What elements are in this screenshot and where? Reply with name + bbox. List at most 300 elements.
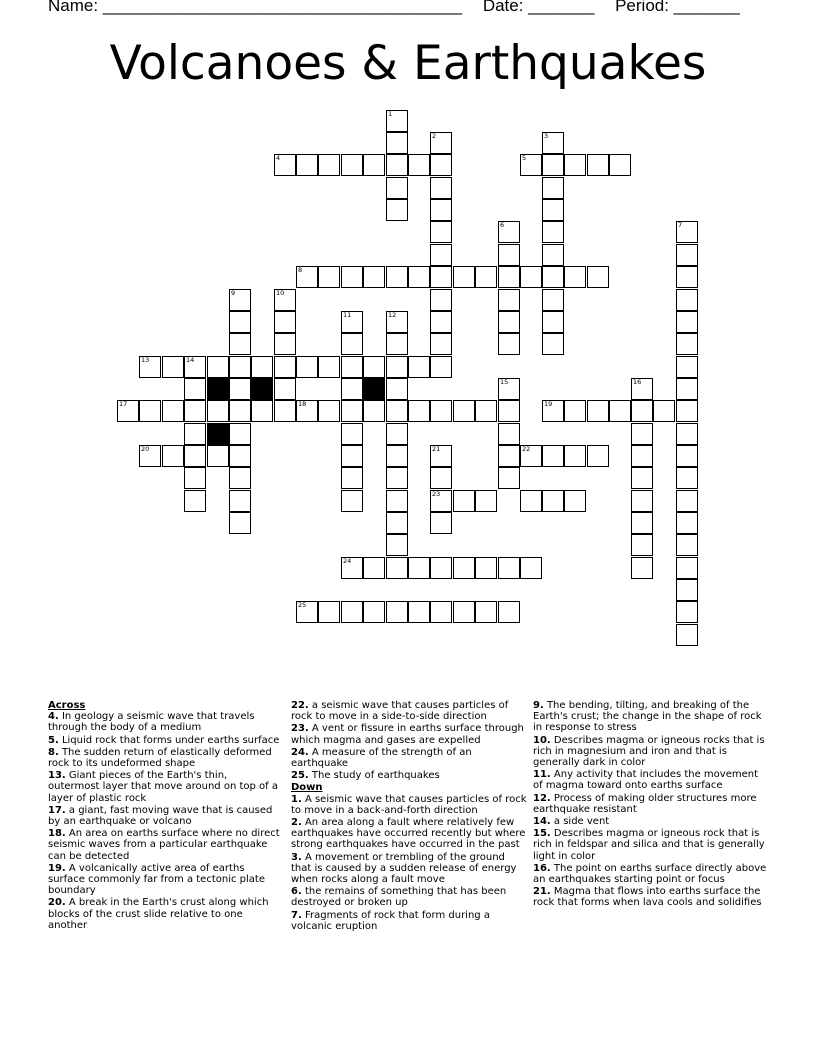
crossword-cell[interactable]	[363, 557, 385, 579]
crossword-cell[interactable]	[475, 400, 497, 422]
clue-text: Fragments of rock that form during a volcanic eruption	[291, 909, 490, 932]
cell-number: 22	[522, 445, 531, 453]
clue-number: 13.	[48, 770, 66, 782]
clue-item	[291, 852, 527, 886]
clue-item	[291, 747, 527, 769]
clue-text: Any activity that includes the movement of magma toward onto earths surface	[533, 769, 758, 792]
crossword-cell[interactable]	[229, 356, 251, 378]
crossword-cell[interactable]	[520, 557, 542, 579]
crossword-cell[interactable]	[139, 400, 161, 422]
crossword-cell[interactable]	[676, 244, 698, 266]
clue-text: The point on earths surface directly above an earthquakes starting point or focus	[533, 862, 767, 886]
clue-text: A volcanically active area of earths surface commonly far from a tectonic plate boundary	[48, 862, 265, 897]
cell-number: 5	[522, 154, 527, 162]
crossword-cell[interactable]	[542, 221, 564, 243]
clue-number: 15.	[533, 828, 551, 840]
crossword-cell[interactable]	[363, 266, 385, 288]
crossword-cell[interactable]	[207, 400, 229, 422]
crossword-cell[interactable]	[676, 378, 698, 400]
crossword-cell[interactable]	[676, 624, 698, 646]
crossword-cell[interactable]	[430, 199, 452, 221]
clue-number: 17.	[48, 804, 66, 816]
crossword-cell[interactable]	[631, 445, 653, 467]
clue-number: 4.	[48, 711, 59, 723]
crossword-cell[interactable]	[542, 199, 564, 221]
clue-item	[48, 747, 280, 769]
crossword-cell[interactable]	[676, 557, 698, 579]
clue-text: Magma that flows into earths surface the rock that forms when lava cools and solidifies	[533, 886, 762, 909]
cell-number: 21	[432, 445, 441, 453]
crossword-cell[interactable]	[498, 333, 520, 355]
crossword-cell[interactable]	[430, 132, 452, 154]
crossword-cell[interactable]	[453, 400, 475, 422]
crossword-cell[interactable]	[386, 467, 408, 489]
crossword-cell[interactable]	[386, 445, 408, 467]
crossword-cell[interactable]	[386, 356, 408, 378]
clue-item	[48, 897, 280, 931]
clue-item	[48, 805, 280, 827]
crossword-cell[interactable]	[520, 154, 542, 176]
clue-text: In geology a seismic wave that travels through the body of a medium	[48, 711, 255, 734]
clue-number: 8.	[48, 746, 59, 758]
crossword-cell[interactable]	[430, 311, 452, 333]
crossword-cell[interactable]	[162, 400, 184, 422]
crossword-cell[interactable]	[542, 400, 564, 422]
crossword-cell[interactable]	[341, 467, 363, 489]
clue-text: Giant pieces of the Earth's thin, outermost layer that move around on top of a layer of plastic rock	[48, 770, 278, 804]
crossword-cell[interactable]	[631, 534, 653, 556]
clue-number: 6.	[291, 886, 302, 898]
crossword-cell[interactable]	[229, 378, 251, 400]
cell-number: 4	[276, 154, 281, 162]
clue-number: 22.	[291, 700, 309, 711]
clue-number: 11.	[533, 769, 551, 781]
crossword-cell[interactable]	[609, 154, 631, 176]
clue-text: a side vent	[553, 816, 610, 828]
clue-text: An area on earths surface where no direct seismic waves from a particular earthquake can be detected	[48, 828, 280, 862]
crossword-cell[interactable]	[408, 557, 430, 579]
name-field[interactable]: Name: ______________________________________	[48, 0, 463, 15]
crossword-cell[interactable]	[542, 132, 564, 154]
page-title: Volcanoes & Earthquakes	[109, 36, 707, 91]
crossword-cell[interactable]	[363, 601, 385, 623]
crossword-cell[interactable]	[274, 400, 296, 422]
crossword-cell[interactable]	[386, 110, 408, 132]
crossword-cell[interactable]	[542, 490, 564, 512]
crossword-cell[interactable]	[453, 490, 475, 512]
clue-text: A break in the Earth's crust along which blocks of the crust slide relative to one another	[48, 897, 269, 931]
clue-number: 14.	[533, 816, 551, 828]
crossword-cell[interactable]	[564, 400, 586, 422]
crossword-cell[interactable]	[676, 534, 698, 556]
crossword-cell[interactable]	[430, 266, 452, 288]
crossword-cell[interactable]	[587, 154, 609, 176]
crossword-cell[interactable]	[498, 400, 520, 422]
cell-number: 23	[432, 490, 441, 498]
cell-number: 9	[231, 289, 236, 297]
blocked-cell	[207, 423, 229, 445]
clue-text: A movement or trembling of the ground that is caused by a sudden release of energy when rocks along a fault move	[291, 851, 517, 886]
cell-number: 17	[119, 400, 128, 408]
clues-column-3	[533, 700, 767, 910]
crossword-cell[interactable]	[564, 154, 586, 176]
crossword-cell[interactable]	[341, 378, 363, 400]
crossword-cell[interactable]	[430, 601, 452, 623]
crossword-cell[interactable]	[408, 266, 430, 288]
crossword-cell[interactable]	[229, 333, 251, 355]
crossword-cell[interactable]	[430, 154, 452, 176]
crossword-cell[interactable]	[341, 400, 363, 422]
clue-text: a seismic wave that causes particles of rock to move in a side-to-side direction	[291, 700, 509, 723]
crossword-cell[interactable]	[498, 311, 520, 333]
clue-text: Describes magma or igneous rocks that is rich in magnesium and iron and that is generally dark in color	[533, 734, 765, 769]
crossword-cell[interactable]	[341, 266, 363, 288]
crossword-cell[interactable]	[184, 467, 206, 489]
cell-number: 11	[343, 311, 352, 319]
clue-item	[291, 817, 527, 851]
crossword-cell[interactable]	[318, 400, 340, 422]
crossword-cell[interactable]	[296, 601, 318, 623]
clue-item	[533, 735, 767, 769]
clue-text: Process of making older structures more earthquake resistant	[533, 792, 757, 815]
crossword-cell[interactable]	[296, 400, 318, 422]
crossword-cell[interactable]	[318, 266, 340, 288]
crossword-cell[interactable]	[386, 512, 408, 534]
clue-number: 20.	[48, 897, 66, 909]
crossword-cell[interactable]	[207, 356, 229, 378]
crossword-cell[interactable]	[430, 289, 452, 311]
cell-number: 6	[500, 221, 505, 229]
crossword-cell[interactable]	[542, 266, 564, 288]
cell-number: 10	[276, 289, 285, 297]
crossword-cell[interactable]	[184, 378, 206, 400]
crossword-cell[interactable]	[430, 445, 452, 467]
crossword-cell[interactable]	[296, 266, 318, 288]
clue-number: 21.	[533, 886, 551, 898]
crossword-cell[interactable]	[587, 445, 609, 467]
crossword-cell[interactable]	[274, 356, 296, 378]
crossword-cell[interactable]	[542, 244, 564, 266]
clue-item	[533, 816, 767, 827]
crossword-cell[interactable]	[274, 333, 296, 355]
clue-number: 16.	[533, 862, 551, 874]
crossword-cell[interactable]	[542, 177, 564, 199]
crossword-cell[interactable]	[408, 601, 430, 623]
crossword-cell[interactable]	[274, 378, 296, 400]
clue-number: 25.	[291, 770, 309, 782]
crossword-cell[interactable]	[229, 467, 251, 489]
clues-column-2	[291, 700, 527, 933]
crossword-cell[interactable]	[498, 266, 520, 288]
crossword-cell[interactable]	[676, 400, 698, 422]
crossword-cell[interactable]	[542, 445, 564, 467]
crossword-cell[interactable]	[542, 333, 564, 355]
crossword-cell[interactable]	[542, 289, 564, 311]
crossword-cell[interactable]	[207, 445, 229, 467]
crossword-cell[interactable]	[564, 266, 586, 288]
clue-text: A seismic wave that causes particles of rock to move in a back-and-forth direction	[291, 793, 527, 816]
crossword-cell[interactable]	[386, 199, 408, 221]
crossword-cell[interactable]	[520, 490, 542, 512]
crossword-cell[interactable]	[430, 490, 452, 512]
crossword-cell[interactable]	[386, 490, 408, 512]
period-field[interactable]: Period: _______	[615, 0, 740, 15]
crossword-cell[interactable]	[676, 423, 698, 445]
clue-item	[291, 910, 527, 932]
crossword-cell[interactable]	[229, 445, 251, 467]
crossword-cell[interactable]	[520, 445, 542, 467]
crossword-cell[interactable]	[676, 221, 698, 243]
cell-number: 1	[388, 110, 393, 118]
crossword-cell[interactable]	[408, 400, 430, 422]
crossword-cell[interactable]	[676, 356, 698, 378]
clue-item	[291, 770, 527, 781]
crossword-cell[interactable]	[229, 289, 251, 311]
crossword-cell[interactable]	[341, 356, 363, 378]
crossword-cell[interactable]	[251, 356, 273, 378]
clue-number: 19.	[48, 862, 66, 874]
crossword-cell[interactable]	[341, 601, 363, 623]
cell-number: 14	[186, 356, 195, 364]
crossword-cell[interactable]	[318, 356, 340, 378]
crossword-cell[interactable]	[587, 400, 609, 422]
crossword-cell[interactable]	[430, 400, 452, 422]
crossword-cell[interactable]	[430, 557, 452, 579]
crossword-cell[interactable]	[229, 423, 251, 445]
clue-text: A measure of the strength of an earthquake	[291, 746, 472, 770]
clue-number: 23.	[291, 723, 309, 735]
crossword-cell[interactable]	[386, 333, 408, 355]
clue-number: 1.	[291, 793, 302, 805]
cell-number: 16	[633, 378, 642, 386]
cell-number: 8	[298, 266, 303, 274]
clue-item	[533, 769, 767, 791]
clue-item	[533, 863, 767, 885]
crossword-cell[interactable]	[430, 177, 452, 199]
crossword-cell[interactable]	[631, 557, 653, 579]
crossword-cell[interactable]	[498, 221, 520, 243]
clue-item	[291, 794, 527, 816]
crossword-cell[interactable]	[564, 445, 586, 467]
clue-number: 12.	[533, 792, 551, 804]
cell-number: 18	[298, 400, 307, 408]
crossword-cell[interactable]	[341, 154, 363, 176]
crossword-cell[interactable]	[162, 445, 184, 467]
cell-number: 3	[544, 132, 549, 140]
clue-item	[533, 828, 767, 862]
across-heading: Across	[48, 700, 86, 711]
crossword-cell[interactable]	[184, 356, 206, 378]
crossword-cell[interactable]	[676, 289, 698, 311]
crossword-cell[interactable]	[453, 557, 475, 579]
crossword-cell[interactable]	[341, 423, 363, 445]
crossword-cell[interactable]	[408, 356, 430, 378]
clue-item	[291, 700, 527, 722]
clue-item	[48, 770, 280, 804]
crossword-cell[interactable]	[386, 400, 408, 422]
clue-text: An area along a fault where relatively few earthquakes have occurred recently but where strong earthquakes have occurred in the past	[291, 817, 526, 851]
crossword-cell[interactable]	[676, 490, 698, 512]
crossword-cell[interactable]	[631, 467, 653, 489]
crossword-cell[interactable]	[631, 490, 653, 512]
crossword-cell[interactable]	[318, 154, 340, 176]
crossword-cell[interactable]	[631, 400, 653, 422]
blocked-cell	[251, 378, 273, 400]
clue-item	[48, 828, 280, 862]
clue-text: Liquid rock that forms under earths surface	[61, 734, 280, 746]
date-field[interactable]: Date: _______	[482, 0, 595, 15]
crossword-cell[interactable]	[162, 356, 184, 378]
crossword-cell[interactable]	[475, 601, 497, 623]
clue-item	[533, 700, 767, 734]
crossword-cell[interactable]	[296, 356, 318, 378]
cell-number: 20	[141, 445, 150, 453]
clue-number: 9.	[533, 700, 544, 711]
crossword-cell[interactable]	[430, 356, 452, 378]
crossword-cell[interactable]	[676, 601, 698, 623]
crossword-cell[interactable]	[408, 154, 430, 176]
crossword-cell[interactable]	[430, 467, 452, 489]
clue-item	[533, 793, 767, 815]
clue-text: the remains of something that has been destroyed or broken up	[291, 886, 507, 909]
crossword-cell[interactable]	[498, 557, 520, 579]
crossword-cell[interactable]	[430, 333, 452, 355]
crossword-cell[interactable]	[498, 289, 520, 311]
crossword-cell[interactable]	[676, 579, 698, 601]
down-heading: Down	[291, 782, 323, 794]
crossword-cell[interactable]	[386, 534, 408, 556]
blocked-cell	[363, 378, 385, 400]
crossword-cell[interactable]	[430, 512, 452, 534]
crossword-cell[interactable]	[676, 333, 698, 355]
cell-number: 12	[388, 311, 397, 319]
crossword-cell[interactable]	[296, 154, 318, 176]
crossword-cell[interactable]	[676, 445, 698, 467]
crossword-cell[interactable]	[386, 154, 408, 176]
crossword-cell[interactable]	[676, 266, 698, 288]
clue-number: 7.	[291, 909, 302, 921]
crossword-cell[interactable]	[453, 601, 475, 623]
crossword-cell[interactable]	[587, 266, 609, 288]
crossword-cell[interactable]	[274, 311, 296, 333]
crossword-cell[interactable]	[341, 333, 363, 355]
crossword-cell[interactable]	[363, 400, 385, 422]
clue-text: A vent or fissure in earths surface through which magma and gases are expelled	[291, 723, 524, 746]
cell-number: 7	[678, 221, 683, 229]
cell-number: 15	[500, 378, 509, 386]
clue-text: The bending, tilting, and breaking of the Earth's crust; the change in the shape of rock in response to stress	[533, 700, 762, 734]
clue-item	[291, 723, 527, 745]
crossword-cell[interactable]	[386, 378, 408, 400]
crossword-cell[interactable]	[318, 601, 340, 623]
crossword-cell[interactable]	[386, 601, 408, 623]
crossword-cell[interactable]	[475, 490, 497, 512]
clue-text: a giant, fast moving wave that is caused by an earthquake or volcano	[48, 804, 273, 828]
crossword-cell[interactable]	[498, 467, 520, 489]
crossword-cell[interactable]	[139, 356, 161, 378]
crossword-cell[interactable]	[341, 445, 363, 467]
crossword-cell[interactable]	[542, 154, 564, 176]
crossword-cell[interactable]	[274, 289, 296, 311]
clue-text: Describes magma or igneous rock that is rich in feldspar and silica and that is generally light in color	[533, 828, 765, 862]
crossword-cell[interactable]	[341, 490, 363, 512]
clue-number: 3.	[291, 851, 302, 863]
crossword-cell[interactable]	[341, 311, 363, 333]
crossword-cell[interactable]	[631, 378, 653, 400]
crossword-cell[interactable]	[430, 221, 452, 243]
clues-column-1	[48, 700, 280, 932]
crossword-cell[interactable]	[542, 311, 564, 333]
crossword-cell[interactable]	[363, 154, 385, 176]
crossword-cell[interactable]	[363, 356, 385, 378]
crossword-cell[interactable]	[274, 154, 296, 176]
crossword-cell[interactable]	[117, 400, 139, 422]
crossword-cell[interactable]	[251, 400, 273, 422]
crossword-cell[interactable]	[386, 266, 408, 288]
crossword-cell[interactable]	[229, 311, 251, 333]
clue-number: 24.	[291, 746, 309, 758]
crossword-cell[interactable]	[498, 244, 520, 266]
clue-number: 10.	[533, 734, 551, 746]
crossword-cell[interactable]	[498, 423, 520, 445]
crossword-cell[interactable]	[229, 400, 251, 422]
crossword-cell[interactable]	[498, 378, 520, 400]
crossword-cell[interactable]	[520, 266, 542, 288]
crossword-cell[interactable]	[184, 445, 206, 467]
crossword-cell[interactable]	[609, 400, 631, 422]
crossword-cell[interactable]	[475, 557, 497, 579]
crossword-cell[interactable]	[386, 557, 408, 579]
crossword-cell[interactable]	[653, 400, 675, 422]
crossword-cell[interactable]	[498, 601, 520, 623]
crossword-cell[interactable]	[564, 490, 586, 512]
clue-number: 18.	[48, 828, 66, 840]
crossword-cell[interactable]	[631, 423, 653, 445]
clue-text: The study of earthquakes	[311, 770, 440, 782]
clue-item	[291, 886, 527, 908]
crossword-cell[interactable]	[184, 490, 206, 512]
cell-number: 24	[343, 557, 352, 565]
cell-number: 19	[544, 400, 553, 408]
clue-item	[533, 886, 767, 908]
cell-number: 25	[298, 601, 307, 609]
crossword-cell[interactable]	[475, 266, 497, 288]
cell-number: 13	[141, 356, 150, 364]
clue-item	[48, 735, 280, 746]
crossword-cell[interactable]	[386, 423, 408, 445]
crossword-cell[interactable]	[139, 445, 161, 467]
blocked-cell	[207, 378, 229, 400]
crossword-cell[interactable]	[676, 467, 698, 489]
crossword-cell[interactable]	[229, 490, 251, 512]
crossword-cell[interactable]	[341, 557, 363, 579]
crossword-cell[interactable]	[430, 244, 452, 266]
crossword-cell[interactable]	[631, 512, 653, 534]
clue-text: The sudden return of elastically deformed rock to its undeformed shape	[48, 746, 272, 770]
crossword-cell[interactable]	[184, 423, 206, 445]
crossword-cell[interactable]	[184, 400, 206, 422]
cell-number: 2	[432, 132, 437, 140]
crossword-cell[interactable]	[453, 266, 475, 288]
crossword-cell[interactable]	[386, 177, 408, 199]
crossword-cell[interactable]	[498, 445, 520, 467]
crossword-cell[interactable]	[676, 311, 698, 333]
crossword-cell[interactable]	[386, 311, 408, 333]
crossword-cell[interactable]	[676, 512, 698, 534]
clue-item	[48, 711, 280, 733]
crossword-cell[interactable]	[229, 512, 251, 534]
crossword-cell[interactable]	[386, 132, 408, 154]
